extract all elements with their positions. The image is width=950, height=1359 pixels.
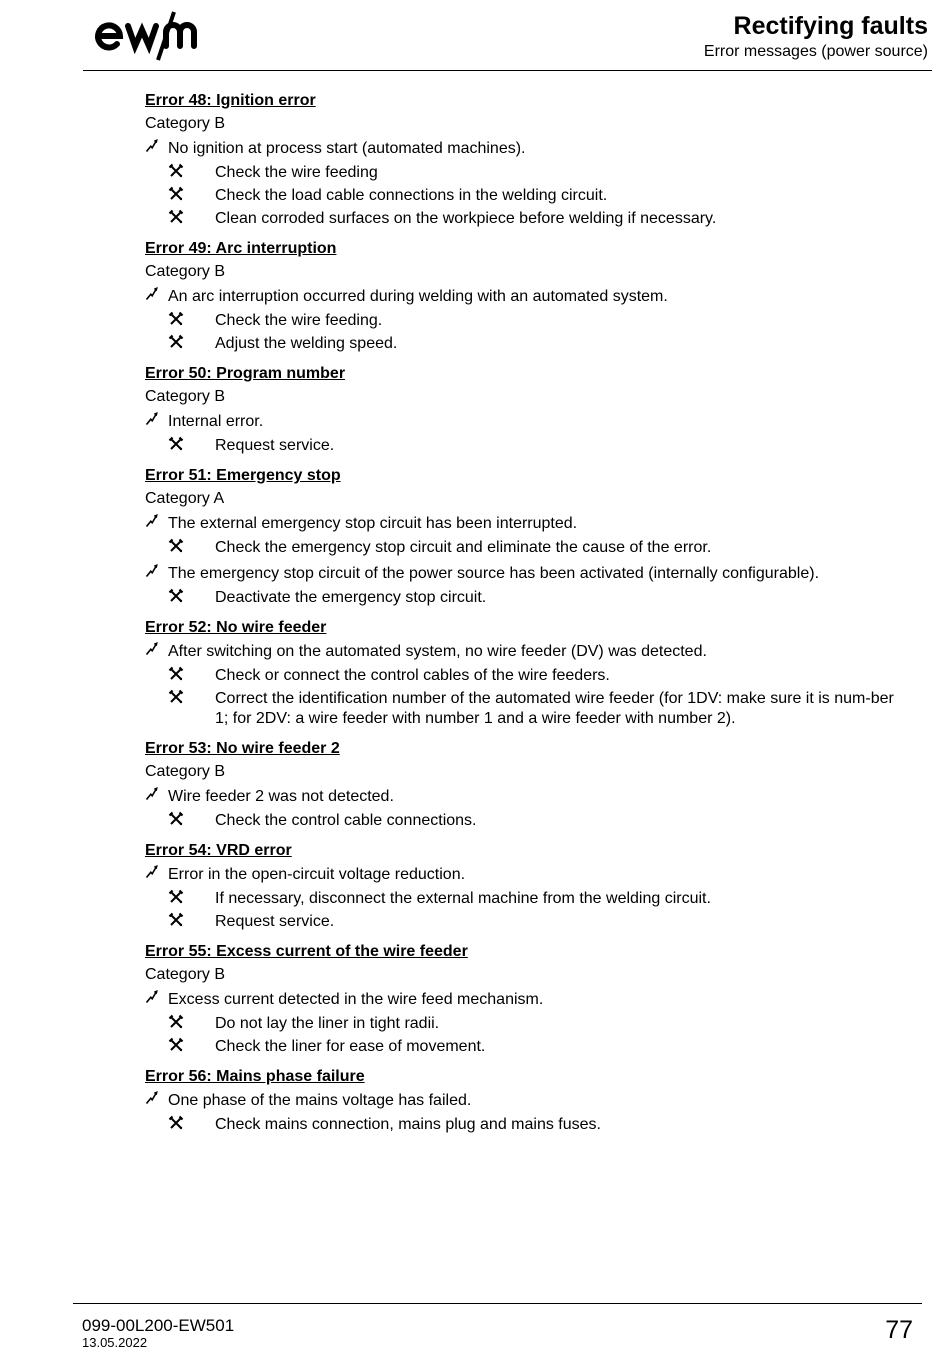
error-cause — [145, 1088, 905, 1113]
tools-icon — [168, 1115, 188, 1135]
cause-text: The external emergency stop circuit has been interrupted. — [168, 515, 578, 532]
error-title: Error 56: Mains phase failure — [145, 1068, 365, 1085]
cause-text: An arc interruption occurred during welding with an automated system. — [168, 288, 668, 305]
error-section — [145, 465, 905, 608]
error-title: Error 55: Excess current of the wire feeder — [145, 943, 468, 960]
tools-icon — [168, 334, 188, 354]
cause-text: After switching on the automated system, no wire feeder (DV) was detected. — [168, 643, 707, 660]
document-date: 13.05.2022 — [82, 1335, 148, 1350]
tools-icon — [168, 889, 188, 909]
error-section — [145, 617, 905, 729]
remedy-item — [145, 666, 905, 686]
remedy-text: Check the liner for ease of movement. — [215, 1038, 486, 1055]
tools-icon — [168, 588, 188, 608]
error-category: Category B — [145, 115, 226, 132]
error-cause — [145, 409, 905, 434]
remedy-text: Check the wire feeding — [215, 164, 378, 181]
cause-text: One phase of the mains voltage has failed. — [168, 1092, 472, 1109]
error-cause — [145, 136, 905, 161]
lightning-icon — [145, 561, 158, 586]
remedy-item — [145, 889, 905, 909]
error-category: Category B — [145, 763, 226, 780]
remedy-item — [145, 588, 905, 608]
tools-icon — [168, 1014, 188, 1034]
error-cause — [145, 862, 905, 887]
tools-icon — [168, 163, 188, 183]
tools-icon — [168, 209, 188, 229]
remedy-item — [145, 811, 905, 831]
remedy-text: Check the control cable connections. — [215, 812, 477, 829]
remedy-item — [145, 163, 905, 183]
error-title: Error 54: VRD error — [145, 842, 292, 859]
lightning-icon — [145, 284, 158, 309]
error-section — [145, 238, 905, 354]
error-cause — [145, 639, 905, 664]
error-category: Category A — [145, 490, 225, 507]
remedy-text: Check the wire feeding. — [215, 312, 383, 329]
cause-text: Wire feeder 2 was not detected. — [168, 788, 394, 805]
cause-text: Error in the open-circuit voltage reduction. — [168, 866, 466, 883]
error-section — [145, 941, 905, 1057]
tools-icon — [168, 538, 188, 558]
cause-text: Internal error. — [168, 413, 264, 430]
error-category: Category B — [145, 966, 226, 983]
tools-icon — [168, 689, 188, 709]
header-divider — [83, 70, 932, 71]
tools-icon — [168, 912, 188, 932]
error-section — [145, 738, 905, 831]
document-number: 099-00L200-EW501 — [82, 1316, 235, 1335]
remedy-item — [145, 912, 905, 932]
error-title: Error 51: Emergency stop — [145, 467, 341, 484]
remedy-text: Clean corroded surfaces on the workpiece before welding if necessary. — [215, 210, 717, 227]
error-title: Error 52: No wire feeder — [145, 619, 327, 636]
tools-icon — [168, 811, 188, 831]
error-title: Error 53: No wire feeder 2 — [145, 740, 340, 757]
remedy-text: Do not lay the liner in tight radii. — [215, 1015, 440, 1032]
error-section — [145, 1066, 905, 1135]
error-cause — [145, 511, 905, 536]
lightning-icon — [145, 784, 158, 809]
remedy-item — [145, 1037, 905, 1057]
remedy-item — [145, 538, 905, 558]
footer-divider — [73, 1303, 922, 1304]
cause-text: The emergency stop circuit of the power source has been activated (internally configurable). — [168, 565, 820, 582]
tools-icon — [168, 186, 188, 206]
error-cause — [145, 784, 905, 809]
error-section — [145, 840, 905, 932]
page-number: 77 — [885, 1316, 913, 1344]
remedy-text: Check mains connection, mains plug and mains fuses. — [215, 1116, 601, 1133]
remedy-item — [145, 209, 905, 229]
ewm-logo-graphic — [92, 6, 220, 66]
remedy-item — [145, 311, 905, 331]
error-cause — [145, 284, 905, 309]
error-section — [145, 363, 905, 456]
remedy-item — [145, 334, 905, 354]
error-category: Category B — [145, 388, 226, 405]
lightning-icon — [145, 136, 158, 161]
remedy-text: Adjust the welding speed. — [215, 335, 398, 352]
remedy-item — [145, 436, 905, 456]
remedy-item — [145, 186, 905, 206]
tools-icon — [168, 436, 188, 456]
cause-text: No ignition at process start (automated machines). — [168, 140, 526, 157]
lightning-icon — [145, 987, 158, 1012]
remedy-text: Deactivate the emergency stop circuit. — [215, 589, 487, 606]
error-list — [145, 90, 905, 1144]
error-category: Category B — [145, 263, 226, 280]
error-title: Error 48: Ignition error — [145, 92, 316, 109]
error-title: Error 50: Program number — [145, 365, 346, 382]
error-cause — [145, 561, 905, 586]
remedy-text: Request service. — [215, 437, 335, 454]
error-cause — [145, 987, 905, 1012]
lightning-icon — [145, 409, 158, 434]
tools-icon — [168, 1037, 188, 1057]
error-title: Error 49: Arc interruption — [145, 240, 337, 257]
ewm-logo — [92, 6, 220, 66]
remedy-text: Check the emergency stop circuit and eliminate the cause of the error. — [215, 539, 712, 556]
remedy-item — [145, 1115, 905, 1135]
remedy-item — [145, 689, 905, 729]
remedy-text: Correct the identification number of the automated wire feeder (for 1DV: make sure it is num-ber 1; for 2DV: a wire feeder with number 1 and a wire feeder with number 2). — [215, 690, 894, 727]
cause-text: Excess current detected in the wire feed mechanism. — [168, 991, 544, 1008]
tools-icon — [168, 666, 188, 686]
lightning-icon — [145, 639, 158, 664]
error-section — [145, 90, 905, 229]
section-subtitle: Error messages (power source) — [703, 43, 928, 60]
lightning-icon — [145, 511, 158, 536]
lightning-icon — [145, 1088, 158, 1113]
remedy-item — [145, 1014, 905, 1034]
remedy-text: Check the load cable connections in the welding circuit. — [215, 187, 608, 204]
remedy-text: Check or connect the control cables of the wire feeders. — [215, 667, 610, 684]
tools-icon — [168, 311, 188, 331]
lightning-icon — [145, 862, 158, 887]
remedy-text: If necessary, disconnect the external machine from the welding circuit. — [215, 890, 711, 907]
remedy-text: Request service. — [215, 913, 335, 930]
section-title: Rectifying faults — [733, 12, 928, 40]
